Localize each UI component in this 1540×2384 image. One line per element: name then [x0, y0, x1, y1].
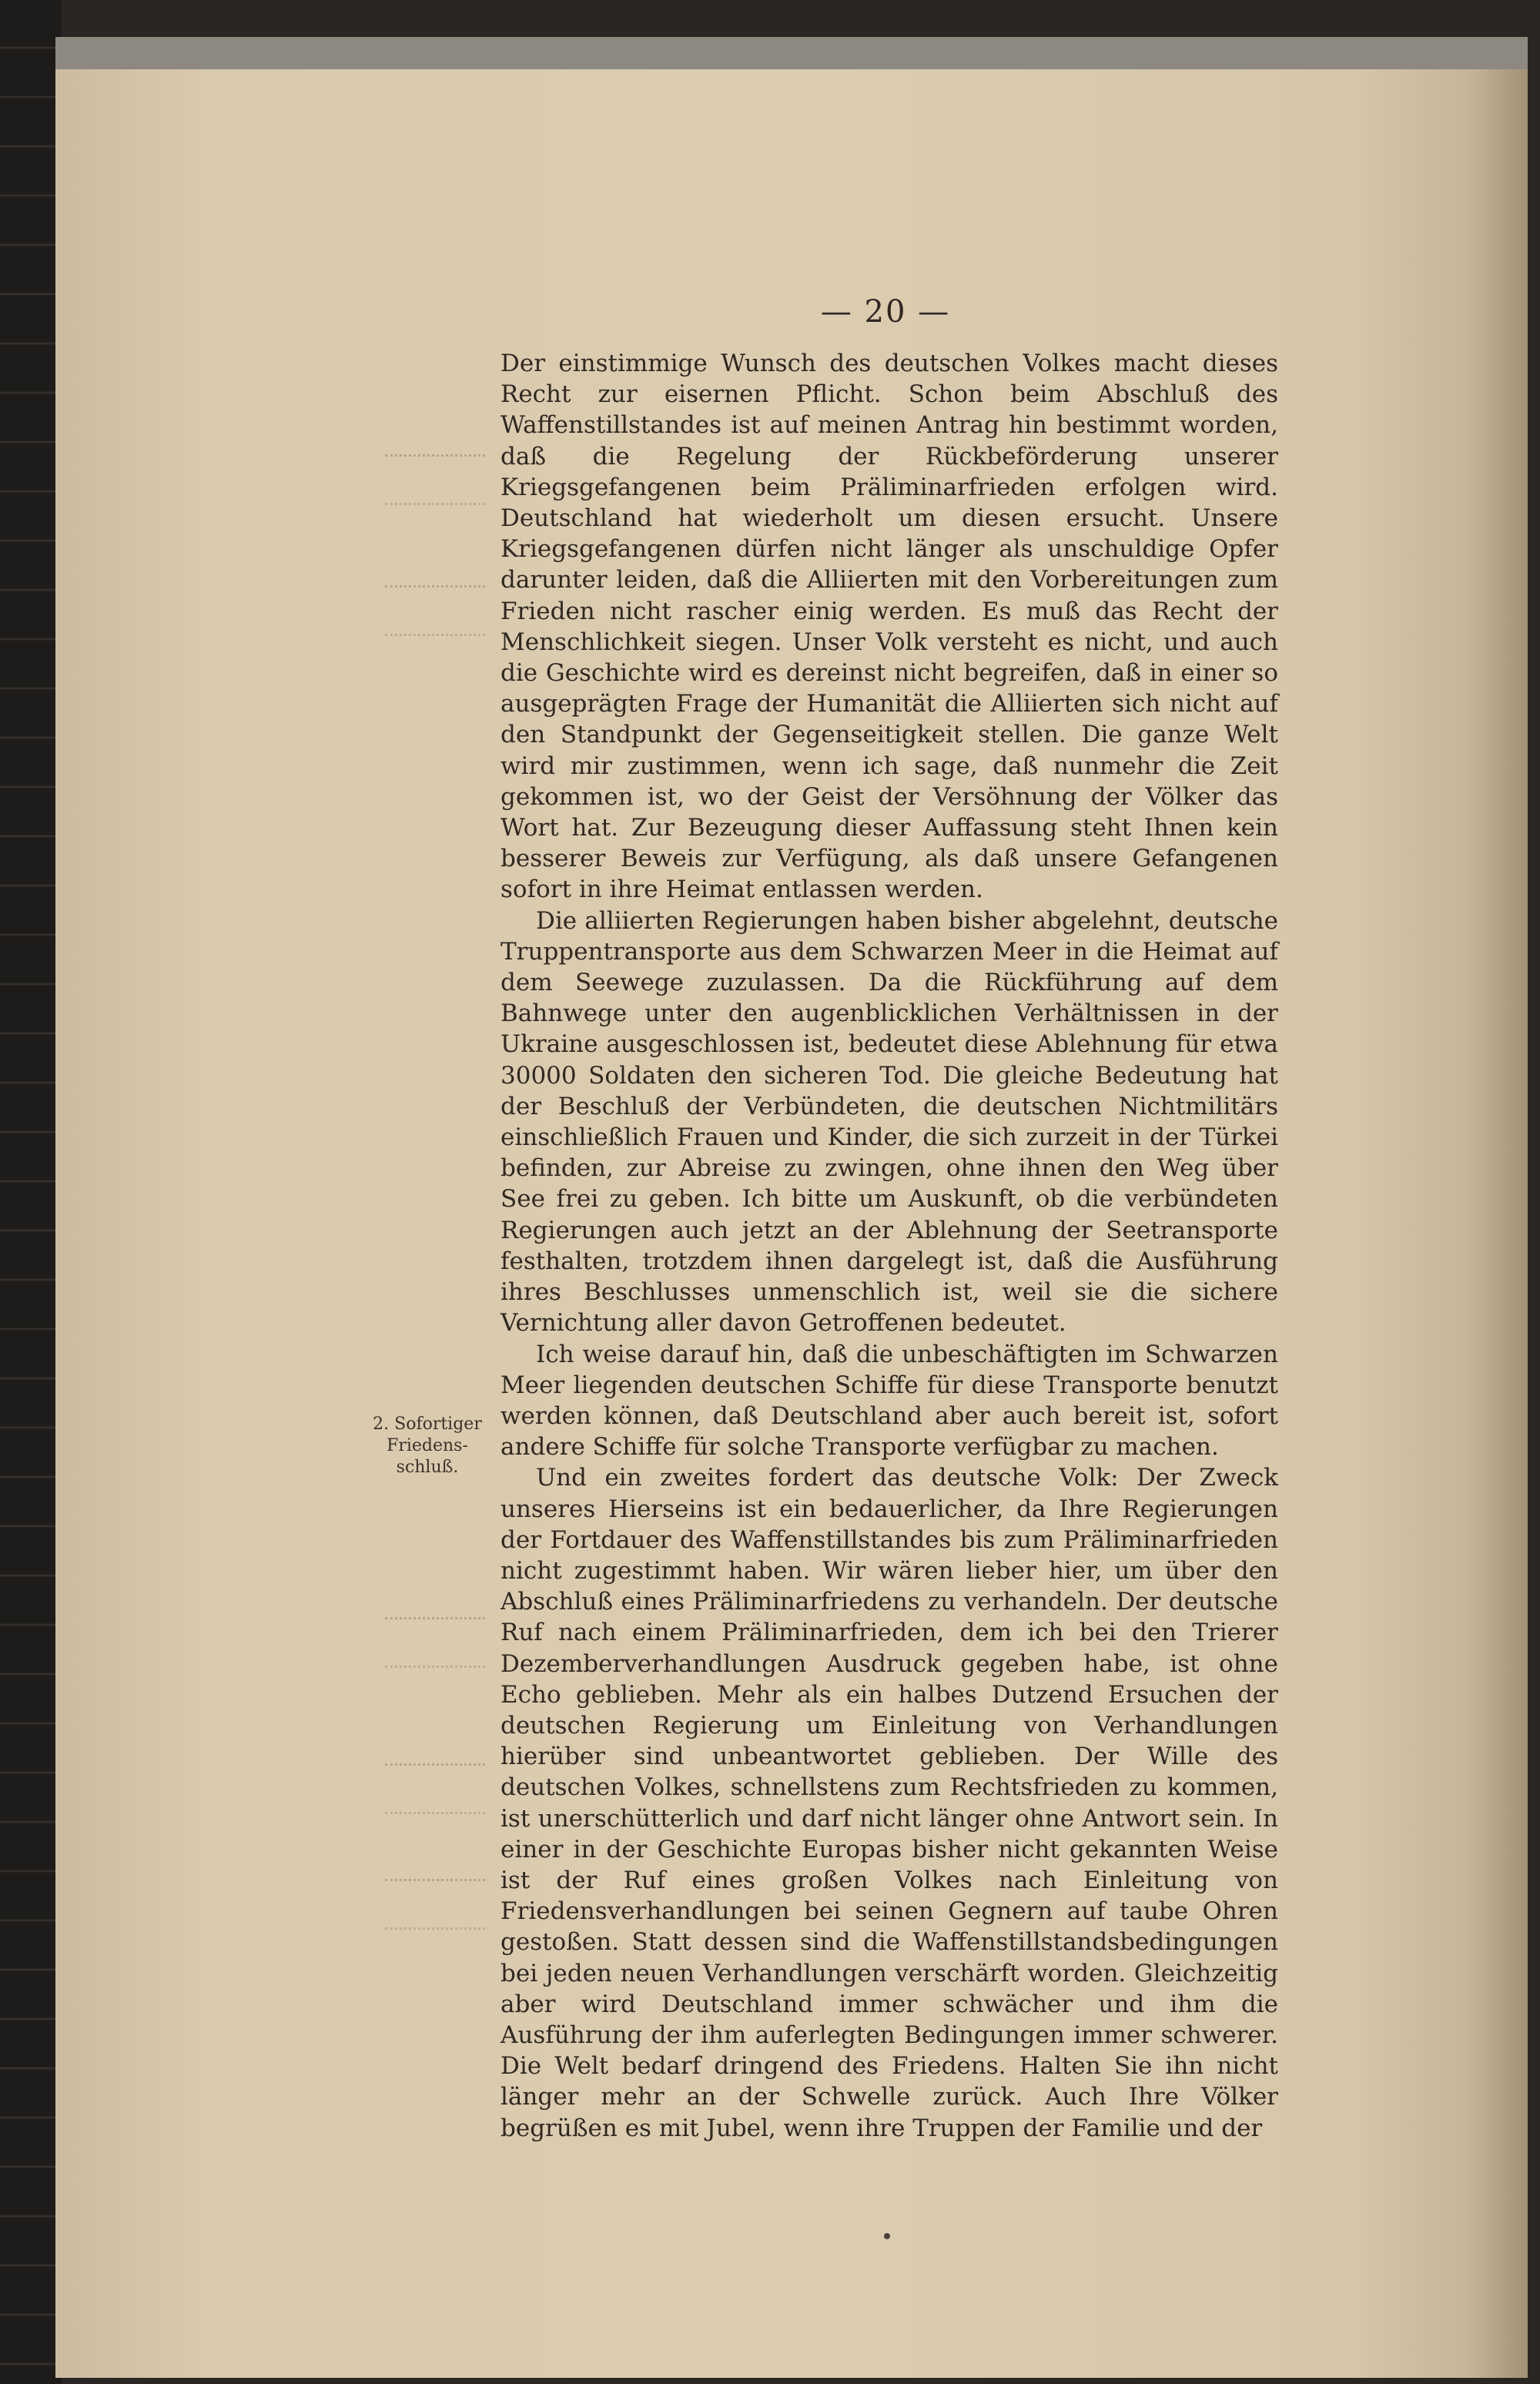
page-number: — 20 —: [820, 294, 951, 330]
paragraph: Ich weise darauf hin, daß die unbeschäftigten im Schwarzen Meer liegenden deutschen Schiffe für diese Transporte benutzt werden können, daß Deutschland aber auch bereit ist, sofort andere Schiffe für solche Transporte verfügbar zu machen.: [500, 1340, 1278, 1462]
paragraph: Der einstimmige Wunsch des deutschen Volkes macht dieses Recht zur eisernen Pflicht. Schon beim Abschluß des Waffenstillstandes ist auf meinen Antrag hin bestimmt worden, daß die Regelung der Rückbeförderung unserer Kriegsgefangenen beim Präliminarfrieden erfolgen wird. Deutschland hat wiederholt um diesen ersucht. Unsere Kriegsgefangenen dürfen nicht länger als unschuldige Opfer darunter leiden, daß die Alliierten mit den Vorbereitungen zum Frieden nicht rascher einig werden. Es muß das Recht der Menschlichkeit siegen. Unser Volk versteht es nicht, und auch die Geschichte wird es dereinst nicht begreifen, daß in einer so ausgeprägten Frage der Humanität die Alliierten sich nicht auf den Standpunkt der Gegenseitigkeit stellen. Die ganze Welt wird mir zustimmen, wenn ich sage, daß nunmehr die Zeit gekommen ist, wo der Geist der Versöhnung der Völker das Wort hat. Zur Bezeugung dieser Auffassung steht Ihnen kein besserer Beweis zur Verfügung, als daß unsere Gefangenen sofort in ihre Heimat entlassen werden.: [500, 350, 1278, 904]
background-edge: [0, 0, 62, 2384]
paragraph: Und ein zweites fordert das deutsche Volk: Der Zweck unseres Hierseins ist ein bedauerlicher, da Ihre Regierungen der Fortdauer des Waffenstillstandes bis zum Präliminarfrieden nicht zugestimmt haben. Wir wären lieber hier, um über den Abschluß eines Präliminarfriedens zu verhandeln. Der deutsche Ruf nach einem Präliminarfrieden, dem ich bei den Trierer Dezemberverhandlungen Ausdruck gegeben habe, ist ohne Echo geblieben. Mehr als ein halbes Dutzend Ersuchen der deutschen Regierung um Einleitung von Verhandlungen hierüber sind unbeantwortet geblieben. Der Wille des deutschen Volkes, schnellstens zum Rechtsfrieden zu kommen, ist unerschütterlich und darf nicht länger ohne Antwort sein. In einer in der Geschichte Europas bisher nicht gekannten Weise ist der Ruf eines großen Volkes nach Einleitung von Friedensverhandlungen bei seinen Gegnern auf taube Ohren gestoßen. Statt dessen sind die Waffenstillstandsbedingungen bei jeden neuen Verhandlungen verschärft worden. Gleichzeitig aber wird Deutschland immer schwächer und ihm die Ausführung der ihm auferlegten Bedingungen immer schwerer. Die Welt bedarf dringend des Friedens. Halten Sie ihn nicht länger mehr an der Schwelle zurück. Auch Ihre Völker begrüßen es mit Jubel, wenn ihre Truppen der Familie und der: [500, 1464, 1278, 2142]
margin-heading: 2. Sofortiger Friedens-schluß.: [373, 1415, 482, 1477]
faded-marginal-note: [385, 585, 485, 636]
faded-marginal-note: [385, 1879, 485, 1930]
faded-marginal-note: [385, 1617, 485, 1668]
faded-marginal-note: [385, 454, 485, 505]
paragraph: Die alliierten Regierungen haben bisher abgelehnt, deutsche Truppentransporte aus dem Schwarzen Meer in die Heimat auf dem Seewege zuzulassen. Da die Rückführung auf dem Bahnwege unter den augenblicklichen Verhältnissen in der Ukraine ausgeschlossen ist, bedeutet diese Ablehnung für etwa 30000 Soldaten den sicheren Tod. Die gleiche Bedeutung hat der Beschluß der Verbündeten, die deutschen Nichtmilitärs einschließlich Frauen und Kinder, die sich zurzeit in der Türkei befinden, zur Abreise zu zwingen, ohne ihnen den Weg über See frei zu geben. Ich bitte um Auskunft, ob die verbündeten Regierungen auch jetzt an der Ablehnung der Seetransporte festhalten, trotzdem ihnen dargelegt ist, daß die Ausführung ihres Beschlusses unmenschlich ist, weil sie die sichere Vernichtung aller davon Getroffenen bedeutet.: [500, 906, 1278, 1338]
faded-marginal-note: [385, 1763, 485, 1814]
printer-mark: [884, 2233, 890, 2239]
body-text: [500, 348, 1278, 2144]
